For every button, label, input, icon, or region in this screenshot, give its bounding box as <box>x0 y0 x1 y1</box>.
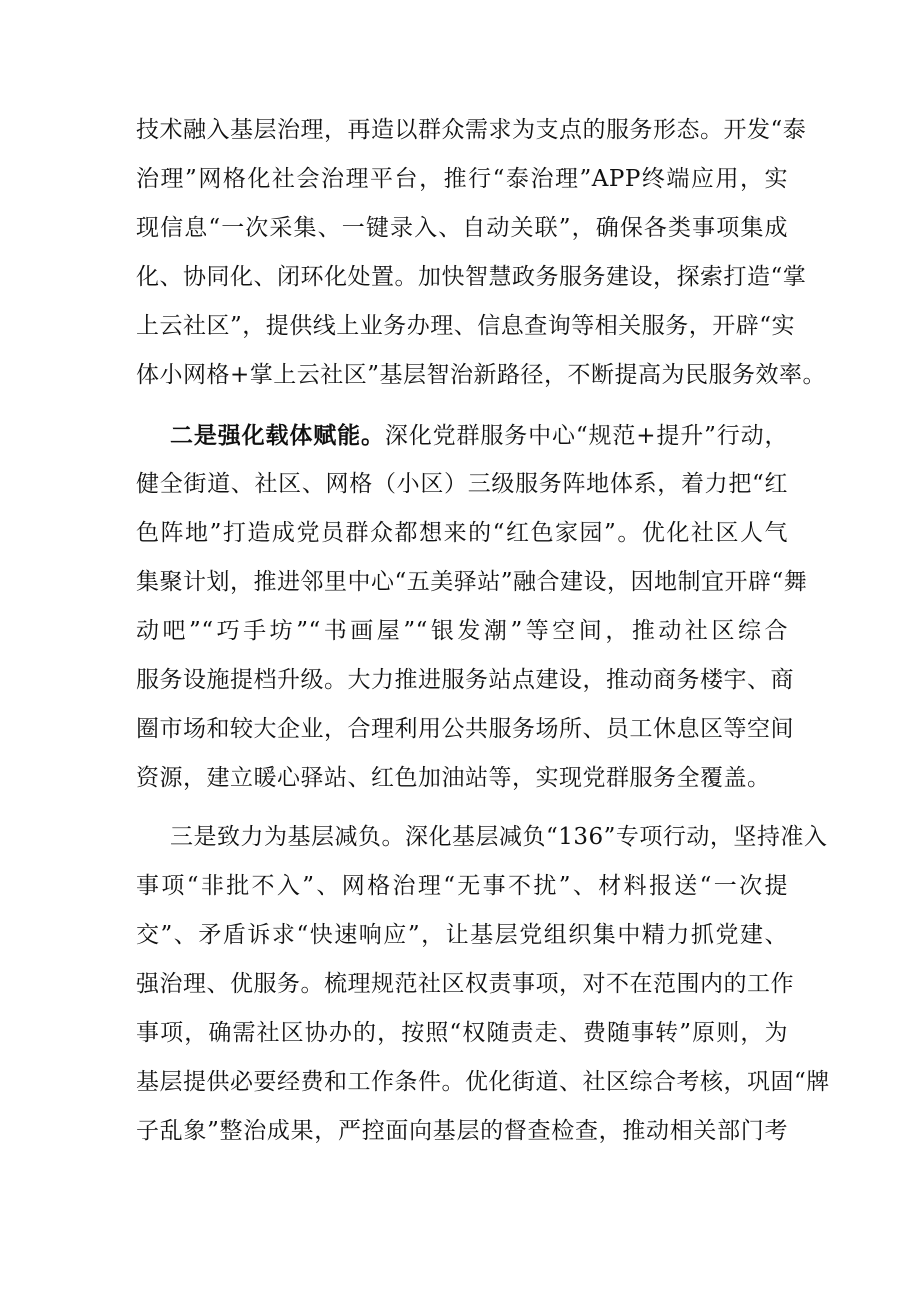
text-line: 上云社区”，提供线上业务办理、信息查询等相关服务，开辟“实 <box>136 313 796 339</box>
text-line: 治理”网格化社会治理平台，推行“泰治理”APP终端应用，实 <box>136 166 788 192</box>
text-line: 圈市场和较大企业，合理利用公共服务场所、员工休息区等空间 <box>136 716 794 742</box>
paragraph-3 <box>136 813 830 1156</box>
text-line: 子乱象”整治成果，严控面向基层的督查检查，推动相关部门考 <box>136 1118 788 1144</box>
text-line: 事项，确需社区协办的，按照“权随责走、费随事转”原则，为 <box>136 1020 788 1046</box>
text-line: 集聚计划，推进邻里中心“五美驿站”融合建设，因地制宜开辟“舞 <box>136 569 808 595</box>
text-line: 现信息“一次采集、一键录入、自动关联”，确保各类事项集成 <box>136 215 788 241</box>
text-line-rest: 深化党群服务中心“规范+提升”行动， <box>384 423 788 449</box>
text-line: 体小网格+掌上云社区”基层智治新路径，不断提高为民服务效率。 <box>136 362 827 388</box>
text-line: 事项“非批不入”、网格治理“无事不扰”、材料报送“一次提 <box>136 873 788 899</box>
text-line: 技术融入基层治理，再造以群众需求为支点的服务形态。开发“泰 <box>136 117 807 143</box>
text-line: 基层提供必要经费和工作条件。优化街道、社区综合考核，巩固“牌 <box>136 1069 830 1095</box>
text-line <box>136 411 788 460</box>
text-line: 化、协同化、闭环化处置。加快智慧政务服务建设，探索打造“掌 <box>136 264 807 290</box>
text-line: 强治理、优服务。梳理规范社区权责事项，对不在范围内的工作 <box>136 971 794 997</box>
text-line: 动吧”“巧手坊”“书画屋”“银发潮”等空间，推动社区综合 <box>136 618 788 644</box>
text-line: 服务设施提档升级。大力推进服务站点建设，推动商务楼宇、商 <box>136 667 794 693</box>
text-line: 健全街道、社区、网格（小区）三级服务阵地体系，着力把“红 <box>136 471 788 497</box>
text-line: 色阵地”打造成党员群众都想来的“红色家园”。优化社区人气 <box>136 520 788 546</box>
paragraph-2 <box>136 411 808 803</box>
paragraph-heading: 二是强化载体赋能。 <box>170 422 385 449</box>
paragraph-1 <box>136 106 827 400</box>
text-line: 三是致力为基层减负。深化基层减负“136”专项行动，坚持准入 <box>170 824 828 850</box>
document-body <box>136 106 830 1156</box>
text-line: 交”、矛盾诉求“快速响应”，让基层党组织集中精力抓党建、 <box>136 922 788 948</box>
text-line: 资源，建立暖心驿站、红色加油站等，实现党群服务全覆盖。 <box>136 765 771 791</box>
